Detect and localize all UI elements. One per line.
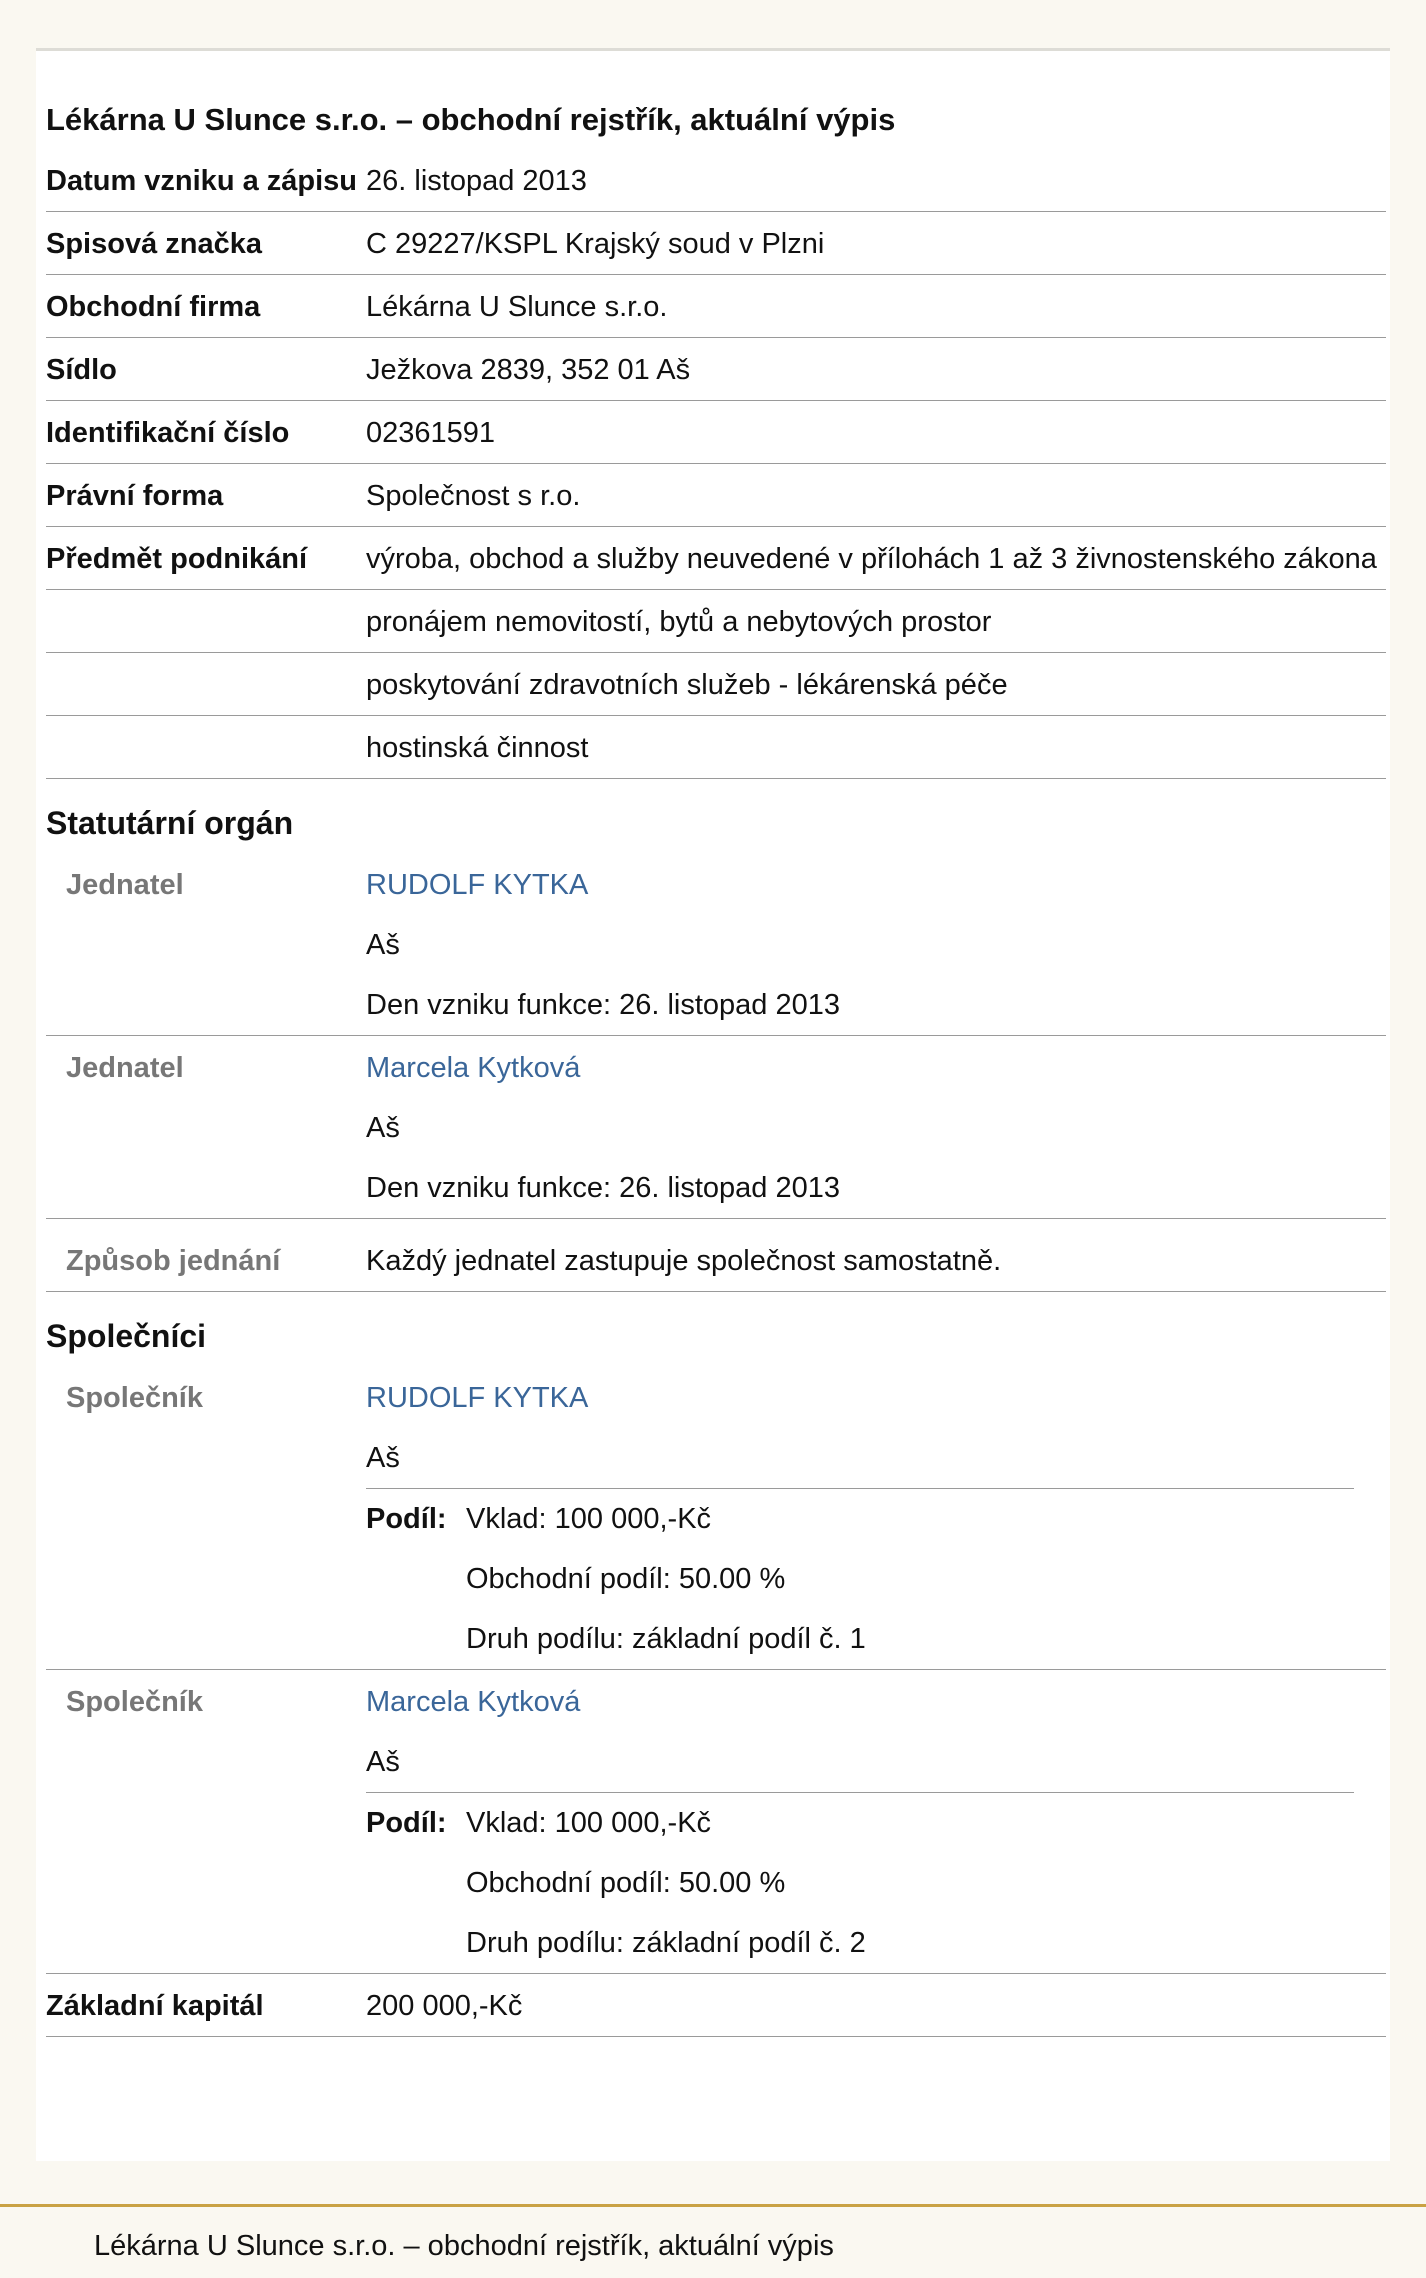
empty-label <box>46 653 366 715</box>
datum-label: Datum vzniku a zápisu <box>46 165 358 197</box>
datum-value: 26. listopad 2013 <box>366 165 587 197</box>
zpusob-label: Způsob jednání <box>66 1245 281 1277</box>
row-spisova <box>46 212 1386 275</box>
member-since: Den vzniku funkce: 26. listopad 2013 <box>366 1172 840 1204</box>
spisova-label: Spisová značka <box>46 228 262 260</box>
register-content <box>46 95 1386 2037</box>
statutarni-heading: Statutární orgán <box>46 805 294 841</box>
empty-label <box>46 716 366 778</box>
member-city: Aš <box>366 1112 400 1144</box>
zpusob-value: Každý jednatel zastupuje společnost samostatně. <box>366 1245 1002 1277</box>
row-ico <box>46 401 1386 464</box>
share-block <box>366 1792 1354 1973</box>
member-role: Jednatel <box>66 1052 184 1084</box>
row-sidlo <box>46 338 1386 401</box>
row-zpusob <box>46 1219 1386 1292</box>
member-city: Aš <box>366 929 400 961</box>
share-druh: Druh podílu: základní podíl č. 2 <box>466 1927 866 1959</box>
kapital-value: 200 000,-Kč <box>366 1990 523 2022</box>
share-block <box>366 1488 1354 1669</box>
row-predmet-2 <box>46 590 1386 653</box>
member-role: Jednatel <box>66 869 184 901</box>
member-since: Den vzniku funkce: 26. listopad 2013 <box>366 989 840 1021</box>
member-name-link[interactable]: Marcela Kytková <box>366 1052 581 1084</box>
row-forma <box>46 464 1386 527</box>
predmet-item: pronájem nemovitostí, bytů a nebytových prostor <box>366 606 992 638</box>
row-datum <box>46 149 1386 212</box>
row-firma <box>46 275 1386 338</box>
predmet-label: Předmět podnikání <box>46 543 308 575</box>
register-card <box>36 51 1390 2161</box>
share-vklad: Vklad: 100 000,-Kč <box>466 1503 712 1535</box>
member-city: Aš <box>366 1746 400 1778</box>
share-vklad: Vklad: 100 000,-Kč <box>466 1807 712 1839</box>
forma-value: Společnost s r.o. <box>366 480 581 512</box>
predmet-item: poskytování zdravotních služeb - lékárenská péče <box>366 669 1008 701</box>
kapital-label: Základní kapitál <box>46 1990 264 2022</box>
member-name-link[interactable]: RUDOLF KYTKA <box>366 869 589 901</box>
empty-label <box>46 590 366 652</box>
footer-text: Lékárna U Slunce s.r.o. – obchodní rejstřík, aktuální výpis <box>94 2230 834 2262</box>
sidlo-label: Sídlo <box>46 354 117 386</box>
row-predmet-1 <box>46 527 1386 590</box>
statutarni-member <box>46 1036 1386 1219</box>
sidlo-value: Ježkova 2839, 352 01 Aš <box>366 354 691 386</box>
spisova-value: C 29227/KSPL Krajský soud v Plzni <box>366 228 825 260</box>
page-title: Lékárna U Slunce s.r.o. – obchodní rejstřík, aktuální výpis <box>46 102 896 137</box>
ico-value: 02361591 <box>366 417 496 449</box>
firma-value: Lékárna U Slunce s.r.o. <box>366 291 668 323</box>
row-predmet-3 <box>46 653 1386 716</box>
row-predmet-4 <box>46 716 1386 779</box>
member-role: Společník <box>66 1686 203 1718</box>
footer-rule <box>0 2204 1426 2207</box>
share-label: Podíl: <box>366 1807 447 1839</box>
member-role: Společník <box>66 1382 203 1414</box>
member-city: Aš <box>366 1442 400 1474</box>
spolecnik-member <box>46 1366 1386 1670</box>
ico-label: Identifikační číslo <box>46 417 290 449</box>
share-druh: Druh podílu: základní podíl č. 1 <box>466 1623 866 1655</box>
spolecnik-member <box>46 1670 1386 1974</box>
predmet-item: výroba, obchod a služby neuvedené v přílohách 1 až 3 živnostenského zákona <box>366 543 1377 575</box>
share-podil: Obchodní podíl: 50.00 % <box>466 1867 786 1899</box>
share-label: Podíl: <box>366 1503 447 1535</box>
share-podil: Obchodní podíl: 50.00 % <box>466 1563 786 1595</box>
predmet-item: hostinská činnost <box>366 732 589 764</box>
spolecnici-heading: Společníci <box>46 1318 207 1354</box>
firma-label: Obchodní firma <box>46 291 261 323</box>
statutarni-member <box>46 853 1386 1036</box>
row-kapital <box>46 1974 1386 2037</box>
forma-label: Právní forma <box>46 480 224 512</box>
member-name-link[interactable]: Marcela Kytková <box>366 1686 581 1718</box>
member-name-link[interactable]: RUDOLF KYTKA <box>366 1382 589 1414</box>
